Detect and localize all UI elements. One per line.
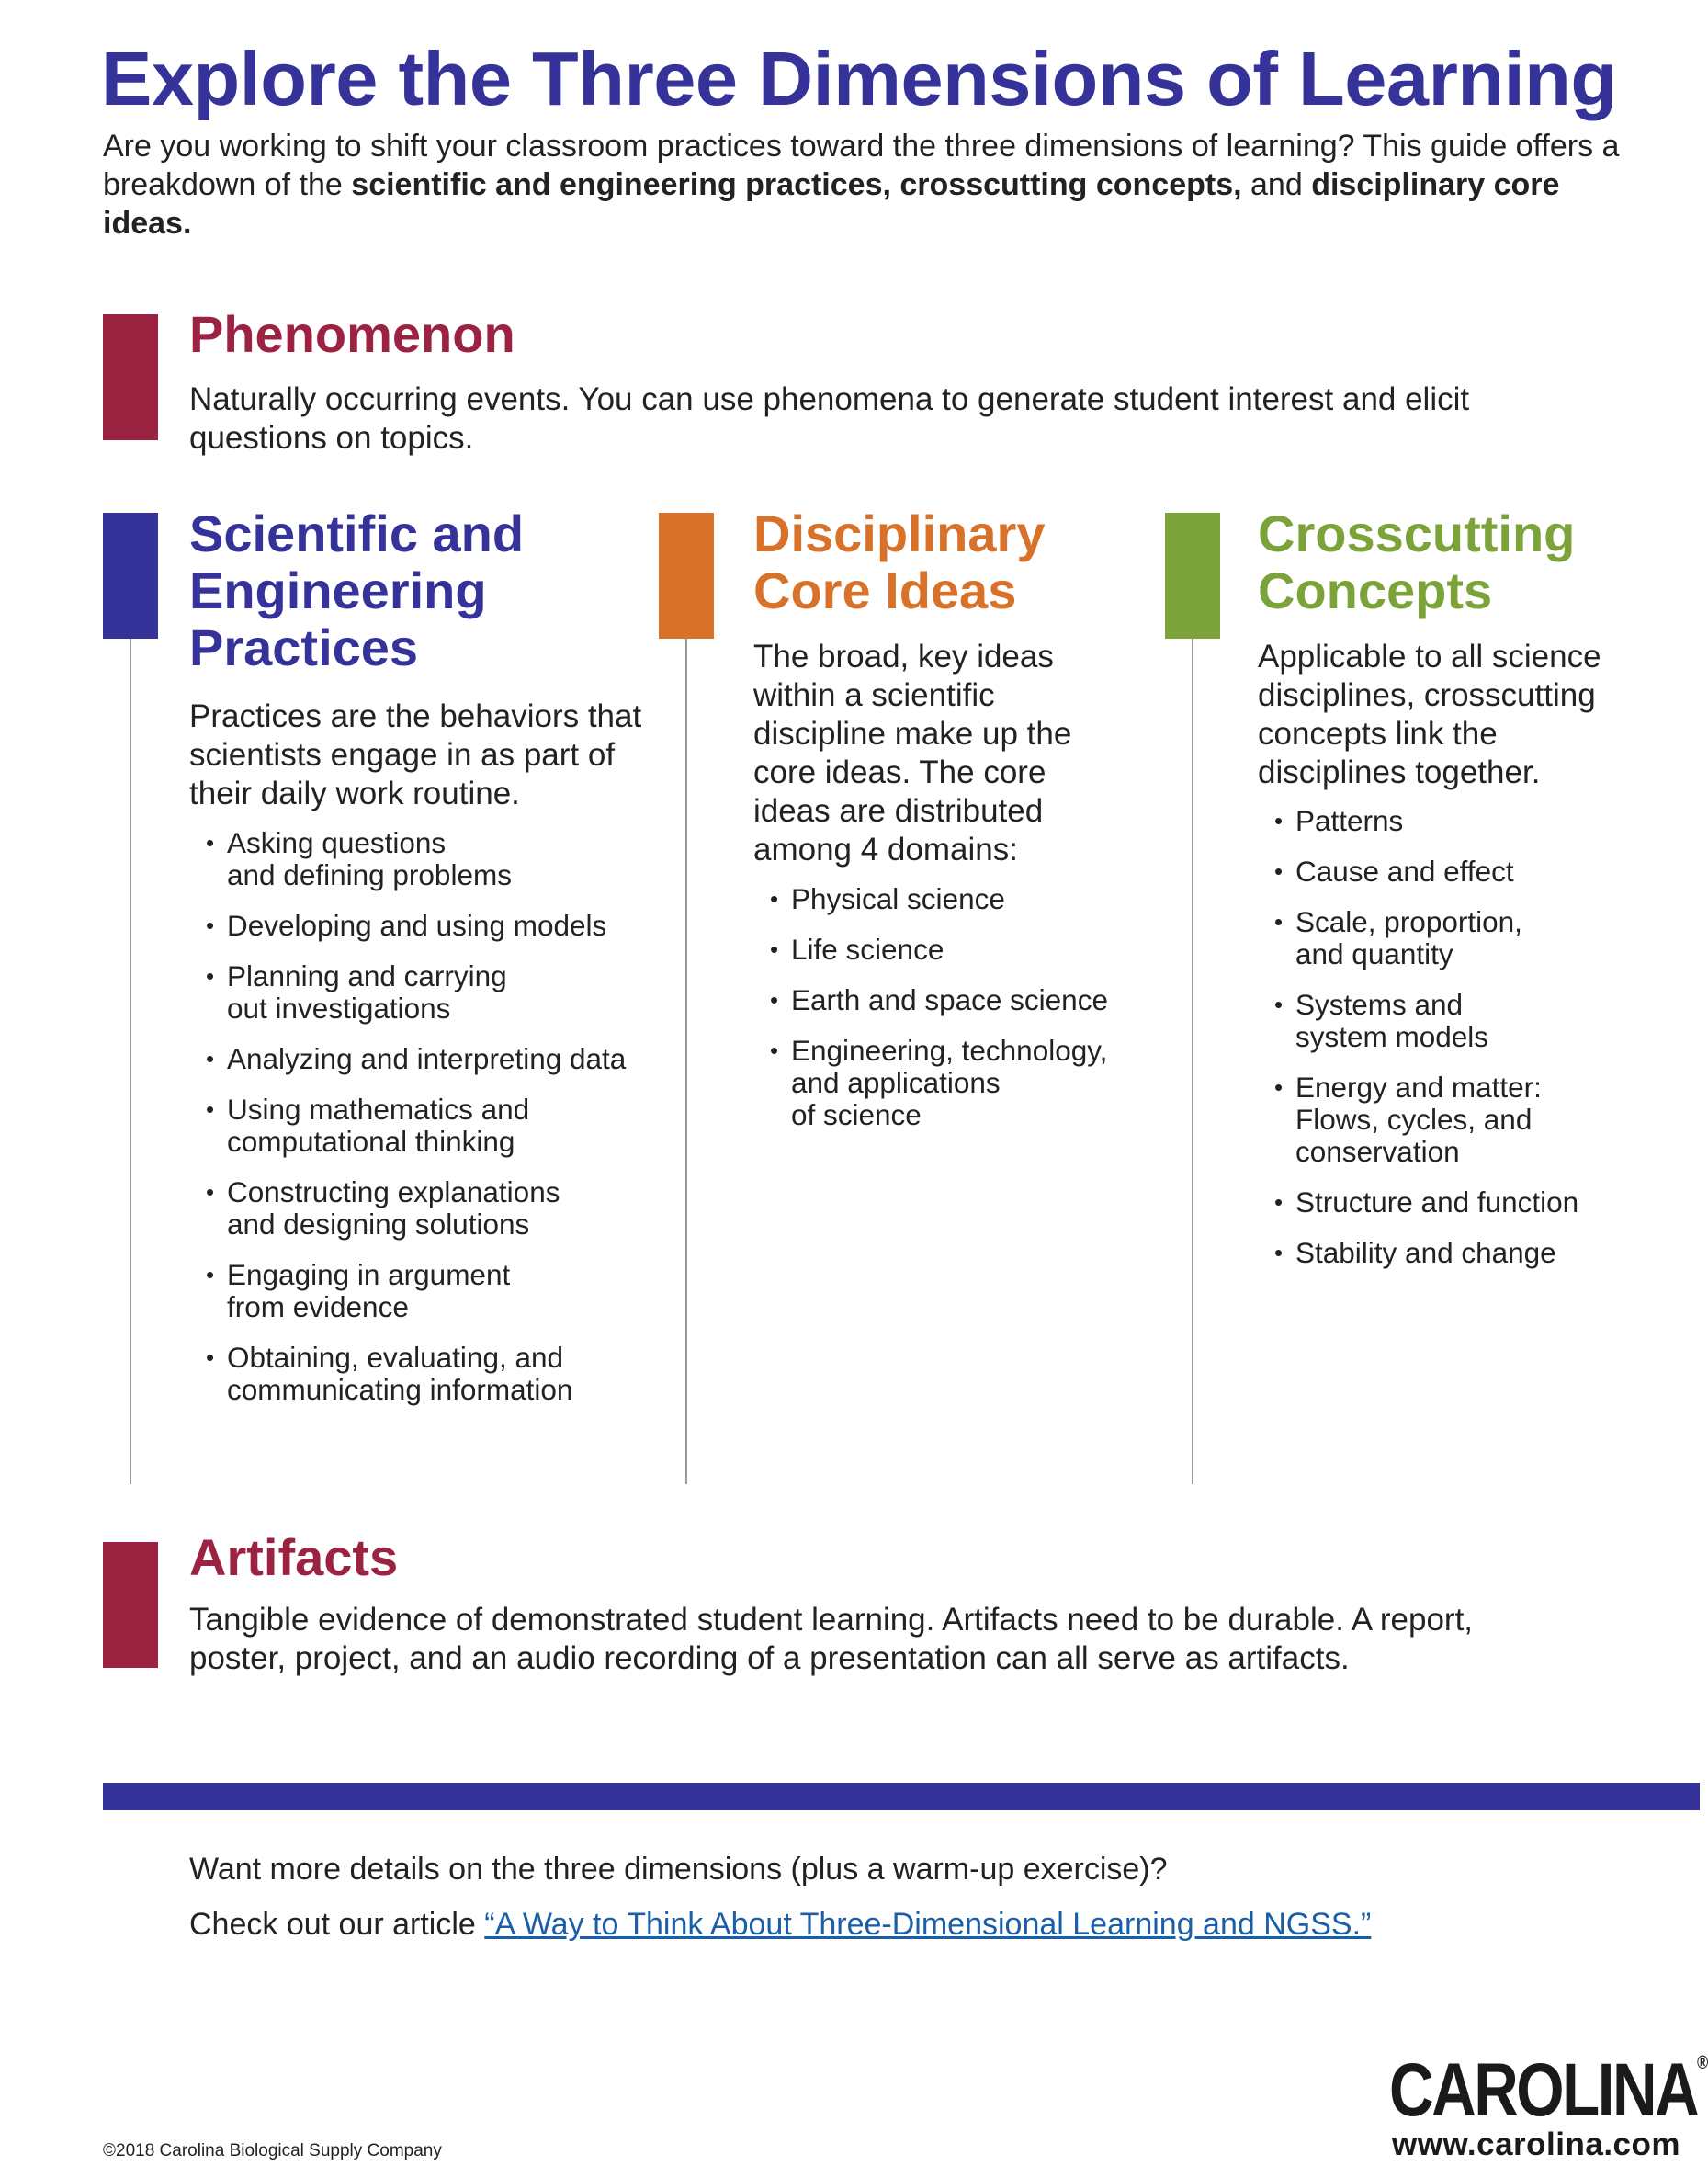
- core-ideas-item-line: • Physical science: [791, 882, 1005, 915]
- practices-item: [206, 1259, 638, 1323]
- practices-item: [206, 910, 638, 942]
- practices-divider-line: [130, 639, 131, 1484]
- crosscutting-body: Applicable to all science disciplines, crosscutting concepts link the disciplines together.: [1258, 639, 1601, 790]
- core-ideas-heading-line: Disciplinary: [753, 505, 1046, 562]
- article-line: [189, 1906, 1371, 1943]
- more-details-line: Want more details on the three dimensions (plus a warm-up exercise)?: [189, 1852, 1168, 1887]
- practices-color-bar: [103, 513, 158, 639]
- practices-item-line: computational thinking: [227, 1125, 515, 1158]
- practices-item-line: • Asking questions: [227, 826, 447, 859]
- core-ideas-item-line: • Life science: [791, 933, 944, 966]
- practices-item: [206, 1342, 638, 1406]
- practices-item-line: • Developing and using models: [227, 909, 607, 942]
- practices-item: [206, 1176, 638, 1241]
- core-ideas-item: [770, 1035, 1137, 1131]
- crosscutting-item-line: • Systems and: [1295, 988, 1464, 1021]
- core-ideas-item-line: of science: [791, 1098, 922, 1131]
- practices-item-line: communicating information: [227, 1373, 573, 1406]
- article-link[interactable]: “A Way to Think About Three-Dimensional Learning and NGSS.”: [484, 1907, 1372, 1942]
- crosscutting-heading: [1258, 505, 1575, 619]
- article-prefix: Check out our article: [189, 1907, 485, 1942]
- crosscutting-item-line: Flows, cycles, and: [1295, 1103, 1533, 1136]
- practices-item-line: • Analyzing and interpreting data: [227, 1042, 627, 1075]
- practices-item-line: and designing solutions: [227, 1208, 530, 1241]
- registered-mark: ®: [1697, 2053, 1708, 2073]
- practices-item: [206, 1043, 638, 1075]
- core-ideas-color-bar: [659, 513, 714, 639]
- intro-text-2: and: [1241, 167, 1312, 202]
- practices-item-line: • Using mathematics and: [227, 1093, 530, 1126]
- crosscutting-item: [1274, 1072, 1642, 1168]
- core-ideas-item: [770, 934, 1137, 966]
- phenomenon-heading: Phenomenon: [189, 305, 515, 363]
- carolina-logo[interactable]: [1389, 2047, 1708, 2134]
- core-ideas-item: [770, 883, 1137, 915]
- practices-list: [206, 827, 638, 1424]
- practices-heading-line: Scientific and: [189, 505, 525, 562]
- crosscutting-divider-line: [1192, 639, 1193, 1484]
- core-ideas-item: [770, 984, 1137, 1016]
- practices-item-line: • Constructing explanations: [227, 1175, 560, 1208]
- copyright-notice: ©2018 Carolina Biological Supply Company: [103, 2141, 442, 2160]
- crosscutting-item: [1274, 989, 1642, 1053]
- website-url[interactable]: www.carolina.com: [1392, 2126, 1681, 2162]
- phenomenon-color-bar: [103, 314, 158, 440]
- practices-heading-line: Engineering: [189, 561, 487, 619]
- crosscutting-item: [1274, 1186, 1642, 1219]
- crosscutting-item-line: • Patterns: [1295, 804, 1404, 837]
- practices-item-line: • Planning and carrying: [227, 959, 507, 992]
- artifacts-body: Tangible evidence of demonstrated student learning. Artifacts need to be durable. A report, poster, project, and an audio recording of a presentation can all serve as artifacts.: [189, 1602, 1474, 1676]
- crosscutting-item-line: conservation: [1295, 1135, 1460, 1168]
- crosscutting-item: [1274, 1237, 1642, 1269]
- logo-wordmark: CAROLINA: [1389, 2048, 1698, 2132]
- crosscutting-item: [1274, 805, 1642, 837]
- crosscutting-item-line: • Stability and change: [1295, 1236, 1556, 1269]
- practices-body: Practices are the behaviors that scientists engage in as part of their daily work routine.: [189, 698, 642, 811]
- practices-item: [206, 827, 638, 891]
- practices-item-line: • Engaging in argument: [227, 1258, 511, 1291]
- page-title: Explore the Three Dimensions of Learning: [101, 36, 1617, 121]
- crosscutting-heading-line: Crosscutting: [1258, 505, 1576, 562]
- practices-heading-line: Practices: [189, 618, 419, 676]
- core-ideas-heading-line: Core Ideas: [753, 561, 1017, 619]
- core-ideas-list: [770, 883, 1137, 1150]
- practices-heading: [189, 505, 524, 676]
- core-ideas-divider-line: [685, 639, 687, 1484]
- phenomenon-body: Naturally occurring events. You can use phenomena to generate student interest and elicit questions on topics.: [189, 381, 1470, 456]
- crosscutting-list: [1274, 805, 1642, 1287]
- core-ideas-item-line: and applications: [791, 1066, 1001, 1099]
- artifacts-color-bar: [103, 1542, 158, 1668]
- practices-item-line: from evidence: [227, 1290, 409, 1323]
- core-ideas-item-line: • Engineering, technology,: [791, 1034, 1108, 1067]
- practices-item: [206, 960, 638, 1025]
- crosscutting-color-bar: [1165, 513, 1220, 639]
- intro-text-1: Are you working to shift your classroom practices toward the three dimensions of learning? This guide offers a breakdown of the: [103, 129, 1620, 202]
- crosscutting-item-line: • Scale, proportion,: [1295, 905, 1522, 938]
- practices-item-line: • Obtaining, evaluating, and: [227, 1341, 564, 1374]
- crosscutting-item: [1274, 906, 1642, 970]
- core-ideas-body: The broad, key ideas within a scientific discipline make up the core ideas. The core ideas are distributed among 4 domains:: [753, 639, 1072, 868]
- crosscutting-item-line: system models: [1295, 1020, 1489, 1053]
- practices-item: [206, 1094, 638, 1158]
- intro-bold-2: disciplinary core ideas.: [103, 167, 1560, 241]
- crosscutting-item-line: • Structure and function: [1295, 1185, 1579, 1219]
- practices-item-line: and defining problems: [227, 858, 512, 891]
- crosscutting-item-line: • Cause and effect: [1295, 855, 1514, 888]
- crosscutting-item-line: • Energy and matter:: [1295, 1071, 1542, 1104]
- practices-item-line: out investigations: [227, 992, 451, 1025]
- core-ideas-heading: [753, 505, 1045, 619]
- artifacts-heading: Artifacts: [189, 1528, 399, 1586]
- intro-bold-1: scientific and engineering practices, crosscutting concepts,: [351, 167, 1242, 202]
- crosscutting-item: [1274, 856, 1642, 888]
- footer-divider-band: [103, 1783, 1700, 1810]
- core-ideas-item-line: • Earth and space science: [791, 983, 1108, 1016]
- crosscutting-item-line: and quantity: [1295, 937, 1453, 970]
- crosscutting-heading-line: Concepts: [1258, 561, 1493, 619]
- intro-paragraph: [103, 127, 1646, 243]
